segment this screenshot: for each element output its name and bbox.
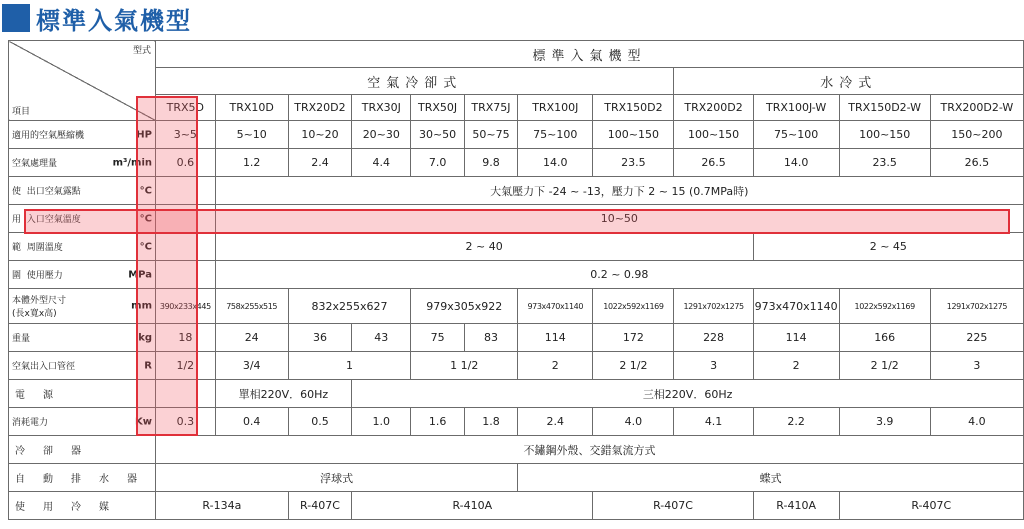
table-cell: 0.3 [156, 408, 216, 436]
model-cell: TRX150D2 [593, 95, 674, 121]
table-cell: 1.8 [464, 408, 517, 436]
table-cell: 2 [518, 352, 593, 380]
table-cell: 75~100 [753, 121, 839, 149]
table-cell: 2 ~ 45 [753, 233, 1023, 261]
power-empty-cell [156, 380, 216, 408]
table-cell: 43 [352, 324, 411, 352]
table-cell: 979x305x922 [411, 289, 518, 324]
row-label: 冷卻器 [9, 436, 156, 464]
table-cell: 1.6 [411, 408, 464, 436]
row-label: 本體外型尺寸 (長x寬x高) mm [9, 289, 156, 324]
table-cell: 30~50 [411, 121, 464, 149]
model-cell: TRX150D2-W [839, 95, 930, 121]
table-cell: 1 1/2 [411, 352, 518, 380]
group-title: 標準入氣機型 [156, 41, 1024, 68]
row-cooler [9, 436, 1024, 464]
row-hp [9, 121, 1024, 149]
dew-empty-cell [156, 177, 216, 205]
table-cell: 36 [288, 324, 352, 352]
table-cell: 蝶式 [518, 464, 1024, 492]
table-cell: 0.5 [288, 408, 352, 436]
row-drain [9, 464, 1024, 492]
table-cell: 浮球式 [156, 464, 518, 492]
table-cell: 3 [674, 352, 753, 380]
table-cell: R-410A [352, 492, 593, 520]
row-label: 自動排水器 [9, 464, 156, 492]
ambient-empty-cell [156, 233, 216, 261]
row-label: 適用的空氣壓縮機 HP [9, 121, 156, 149]
table-cell: 不鏽鋼外殼、交錯氣流方式 [156, 436, 1024, 464]
table-cell: 75 [411, 324, 464, 352]
item-label: 項目 [12, 107, 31, 117]
table-cell: R-407C [839, 492, 1023, 520]
row-label: 用 入口空氣溫度 °C [9, 205, 156, 233]
header-corner [9, 41, 156, 121]
table-cell: 973x470x1140 [518, 289, 593, 324]
row-label: 空氣處理量 m³/min [9, 149, 156, 177]
table-cell: 9.8 [464, 149, 517, 177]
table-cell: R-407C [288, 492, 352, 520]
table-cell: 1.0 [352, 408, 411, 436]
table-cell: 758x255x515 [215, 289, 288, 324]
table-cell: 7.0 [411, 149, 464, 177]
air-cooled-header: 空氣冷卻式 [156, 68, 674, 95]
row-label: 重量 kg [9, 324, 156, 352]
table-cell: 50~75 [464, 121, 517, 149]
table-cell: 5~10 [215, 121, 288, 149]
table-cell: 3/4 [215, 352, 288, 380]
row-dimensions [9, 289, 1024, 324]
table-cell: 2.4 [288, 149, 352, 177]
table-cell: 2 [753, 352, 839, 380]
table-cell: 150~200 [930, 121, 1023, 149]
pressure-empty-cell [156, 261, 216, 289]
table-cell: 225 [930, 324, 1023, 352]
row-label: 使 出口空氣露點 °C [9, 177, 156, 205]
table-cell: 10~50 [215, 205, 1023, 233]
row-label: 消耗電力 Kw [9, 408, 156, 436]
table-cell: 20~30 [352, 121, 411, 149]
table-cell: 1022x592x1169 [593, 289, 674, 324]
table-cell: 1291x702x1275 [930, 289, 1023, 324]
table-cell: 23.5 [593, 149, 674, 177]
spec-table [8, 40, 1024, 520]
table-cell: 75~100 [518, 121, 593, 149]
page-title-text: 標準入氣機型 [36, 6, 192, 35]
model-cell: TRX10D [215, 95, 288, 121]
table-cell: 100~150 [839, 121, 930, 149]
row-inlet-temp [9, 205, 1024, 233]
row-dew-point [9, 177, 1024, 205]
row-label: 使用冷媒 [9, 492, 156, 520]
table-cell: 83 [464, 324, 517, 352]
table-cell: 大氣壓力下 -24 ~ -13，壓力下 2 ~ 15 (0.7MPa時) [215, 177, 1023, 205]
table-cell: 390x233x445 [156, 289, 216, 324]
table-cell: 172 [593, 324, 674, 352]
model-cell: TRX200D2-W [930, 95, 1023, 121]
table-cell: 14.0 [753, 149, 839, 177]
table-cell: 4.0 [593, 408, 674, 436]
table-cell: 26.5 [930, 149, 1023, 177]
row-label: 範 周圍溫度 °C [9, 233, 156, 261]
table-cell: 3 [930, 352, 1023, 380]
model-cell: TRX75J [464, 95, 517, 121]
table-cell: 100~150 [674, 121, 753, 149]
title-square-icon [2, 4, 30, 32]
row-weight [9, 324, 1024, 352]
table-cell: 3~5 [156, 121, 216, 149]
table-cell: 2 ~ 40 [215, 233, 753, 261]
table-cell: 23.5 [839, 149, 930, 177]
model-cell: TRX100J [518, 95, 593, 121]
row-label: 圍 使用壓力 MPa [9, 261, 156, 289]
table-cell: R-407C [593, 492, 753, 520]
table-cell: 2.2 [753, 408, 839, 436]
row-pipe [9, 352, 1024, 380]
row-power-consumption [9, 408, 1024, 436]
table-cell: 0.6 [156, 149, 216, 177]
table-cell: 2 1/2 [839, 352, 930, 380]
model-label: 型式 [132, 46, 151, 56]
table-cell: 1291x702x1275 [674, 289, 753, 324]
model-cell: TRX20D2 [288, 95, 352, 121]
table-cell: 0.4 [215, 408, 288, 436]
table-cell: 24 [215, 324, 288, 352]
table-cell: 三相220V．60Hz [352, 380, 1024, 408]
table-cell: 228 [674, 324, 753, 352]
table-cell: 166 [839, 324, 930, 352]
model-cell: TRX50J [411, 95, 464, 121]
model-cell: TRX5D [156, 95, 216, 121]
table-cell: 26.5 [674, 149, 753, 177]
table-cell: 1.2 [215, 149, 288, 177]
inlet-empty-cell [156, 205, 216, 233]
page-title [2, 1, 192, 35]
table-cell: R-134a [156, 492, 289, 520]
table-cell: 2 1/2 [593, 352, 674, 380]
table-cell: 832x255x627 [288, 289, 411, 324]
table-cell: 1/2 [156, 352, 216, 380]
water-cooled-header: 水冷式 [674, 68, 1024, 95]
row-air-volume [9, 149, 1024, 177]
table-cell: 114 [518, 324, 593, 352]
model-cell: TRX200D2 [674, 95, 753, 121]
table-cell: 0.2 ~ 0.98 [215, 261, 1023, 289]
row-refrigerant [9, 492, 1024, 520]
table-cell: 1022x592x1169 [839, 289, 930, 324]
table-cell: 4.4 [352, 149, 411, 177]
table-cell: 2.4 [518, 408, 593, 436]
table-cell: 4.1 [674, 408, 753, 436]
table-cell: 10~20 [288, 121, 352, 149]
table-cell: R-410A [753, 492, 839, 520]
table-cell: 100~150 [593, 121, 674, 149]
row-pressure [9, 261, 1024, 289]
table-cell: 3.9 [839, 408, 930, 436]
row-label: 空氣出入口管徑 R [9, 352, 156, 380]
model-cell: TRX100J-W [753, 95, 839, 121]
table-cell: 4.0 [930, 408, 1023, 436]
table-cell: 1 [288, 352, 411, 380]
table-cell: 18 [156, 324, 216, 352]
row-ambient-temp [9, 233, 1024, 261]
table-cell: 單相220V．60Hz [215, 380, 352, 408]
table-cell: 973x470x1140 [753, 289, 839, 324]
table-cell: 14.0 [518, 149, 593, 177]
table-cell: 114 [753, 324, 839, 352]
model-cell: TRX30J [352, 95, 411, 121]
row-power-source [9, 380, 1024, 408]
row-label: 電源 [9, 380, 156, 408]
